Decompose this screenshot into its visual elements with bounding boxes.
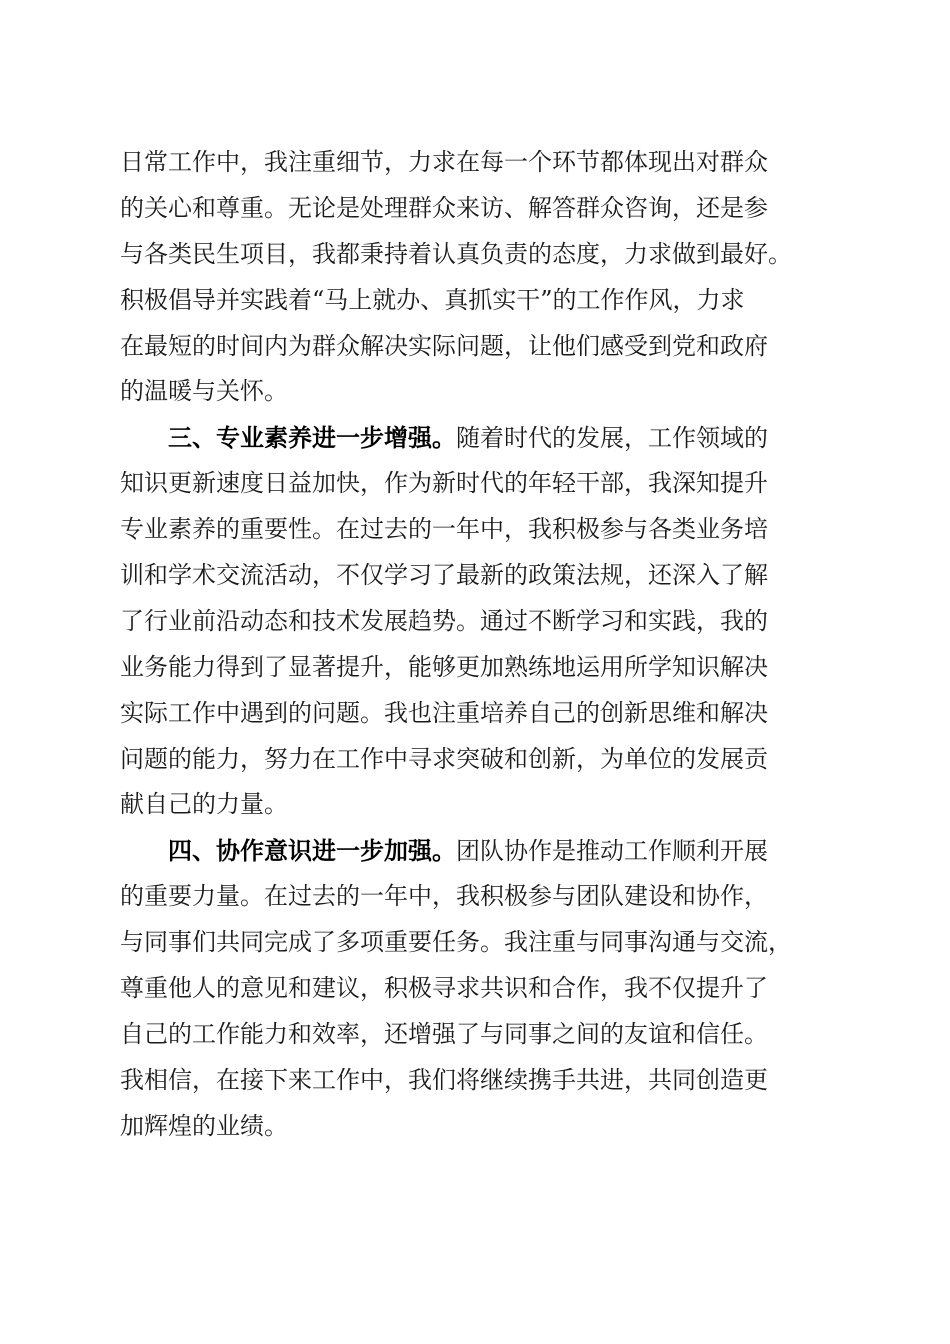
text-line: 专业素养的重要性。在过去的一年中，我积极参与各类业务培 <box>120 515 768 544</box>
paragraph-section-three <box>120 415 840 828</box>
text-line <box>120 828 840 874</box>
section-text: 随着时代的发展，工作领域的 <box>456 424 768 453</box>
text-line: 知识更新速度日益加快，作为新时代的年轻干部，我深知提升 <box>120 469 768 498</box>
paragraph-section-four <box>120 828 840 1149</box>
text-line: 加辉煌的业绩。 <box>120 1111 288 1140</box>
text-line: 自己的工作能力和效率，还增强了与同事之间的友谊和信任。 <box>120 1019 768 1048</box>
text-line: 与同事们共同完成了多项重要任务。我注重与同事沟通与交流， <box>120 928 792 957</box>
section-heading: 三、专业素养进一步增强。 <box>168 423 456 453</box>
text-line: 在最短的时间内为群众解决实际问题，让他们感受到党和政府 <box>120 331 768 360</box>
paragraph-1 <box>120 140 840 415</box>
text-line: 业务能力得到了显著提升，能够更加熟练地运用所学知识解决 <box>120 652 768 681</box>
text-line: 的温暖与关怀。 <box>120 377 288 406</box>
text-line: 的关心和尊重。无论是处理群众来访、解答群众咨询，还是参 <box>120 193 768 222</box>
text-line: 与各类民生项目，我都秉持着认真负责的态度，力求做到最好。 <box>120 239 792 268</box>
section-heading: 四、协作意识进一步加强。 <box>168 836 456 866</box>
document-body <box>120 140 840 1150</box>
text-line <box>120 415 840 461</box>
text-line: 实际工作中遇到的问题。我也注重培养自己的创新思维和解决 <box>120 698 768 727</box>
text-line: 了行业前沿动态和技术发展趋势。通过不断学习和实践，我的 <box>120 606 768 635</box>
text-line: 积极倡导并实践着“马上就办、真抓实干”的工作作风，力求 <box>120 285 745 314</box>
section-text: 团队协作是推动工作顺利开展 <box>456 837 768 866</box>
text-line: 尊重他人的意见和建议，积极寻求共识和合作，我不仅提升了 <box>120 974 768 1003</box>
text-line: 的重要力量。在过去的一年中，我积极参与团队建设和协作， <box>120 882 768 911</box>
text-line: 日常工作中，我注重细节，力求在每一个环节都体现出对群众 <box>120 148 768 176</box>
text-line: 训和学术交流活动，不仅学习了最新的政策法规，还深入了解 <box>120 561 768 590</box>
text-line: 我相信，在接下来工作中，我们将继续携手共进，共同创造更 <box>120 1065 768 1094</box>
text-line: 献自己的力量。 <box>120 790 288 819</box>
text-line: 问题的能力，努力在工作中寻求突破和创新，为单位的发展贡 <box>120 744 768 773</box>
